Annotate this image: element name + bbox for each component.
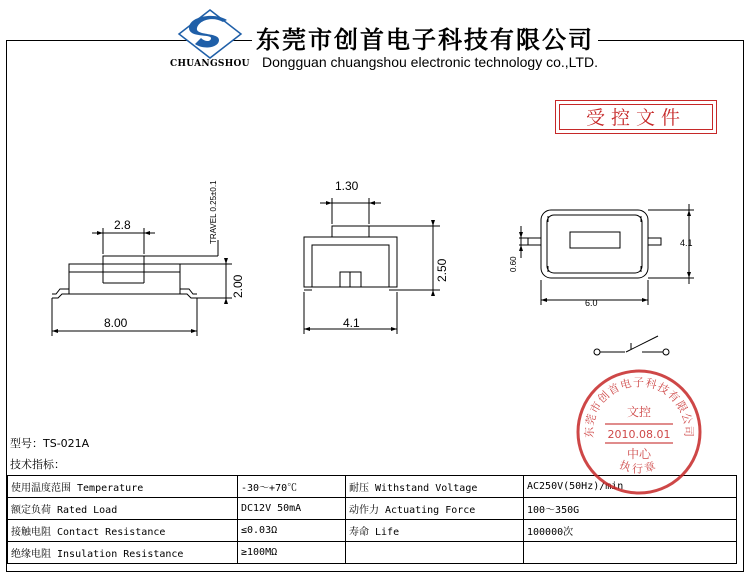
top-length-label: 6.0 — [585, 298, 598, 308]
spec-cell: ≥100MΩ — [238, 542, 346, 564]
spec-cell — [346, 542, 524, 564]
spec-cell: DC12V 50mA — [238, 498, 346, 520]
seal-bottom-text: 执行章 — [617, 458, 661, 476]
spec-cell: 动作力 Actuating Force — [346, 498, 524, 520]
spec-cell: AC250V(50Hz)/min — [524, 476, 737, 498]
spec-cell: 寿命 Life — [346, 520, 524, 542]
top-width-label: 4.1 — [680, 238, 693, 248]
front-length-label: 8.00 — [104, 316, 128, 330]
spec-cell: 耐压 Withstand Voltage — [346, 476, 524, 498]
spec-cell: 100000次 — [524, 520, 737, 542]
model-number: 型号：TS-021A — [10, 437, 90, 450]
front-button-width-label: 2.8 — [114, 218, 131, 232]
side-height-label: 2.50 — [435, 258, 449, 282]
front-view — [52, 228, 232, 336]
spec-cell: ≤0.03Ω — [238, 520, 346, 542]
lead-width-label: 0.60 — [509, 256, 518, 272]
side-button-width-label: 1.30 — [335, 179, 359, 193]
spec-cell: 100～350G — [524, 498, 737, 520]
spec-cell: -30～+70℃ — [238, 476, 346, 498]
table-row — [8, 542, 737, 564]
seal-center-top: 文控 — [626, 405, 652, 419]
switch-symbol — [594, 336, 669, 355]
side-view — [304, 198, 440, 334]
top-view — [519, 204, 694, 305]
front-height-label: 2.00 — [231, 274, 245, 298]
document-control-seal — [575, 368, 703, 496]
seal-top-text: 东莞市创首电子科技有限公司 — [582, 376, 696, 438]
travel-label: TRAVEL 0.25±0.1 — [209, 180, 218, 244]
table-row — [8, 520, 737, 542]
spec-cell: 额定负荷 Rated Load — [8, 498, 238, 520]
spec-cell — [524, 542, 737, 564]
side-width-label: 4.1 — [343, 316, 360, 330]
seal-date: 2010.08.01 — [607, 428, 671, 441]
spec-cell: 使用温度范围 Temperature — [8, 476, 238, 498]
seal-center-bottom: 中心 — [626, 447, 652, 461]
company-name-cn: 东莞市创首电子科技有限公司 — [252, 20, 598, 55]
spec-cell: 绝缘电阻 Insulation Resistance — [8, 542, 238, 564]
logo-caption: CHUANGSHOU — [170, 59, 250, 69]
company-name-en: Dongguan chuangshou electronic technology co.,LTD. — [258, 54, 602, 70]
table-row — [8, 498, 737, 520]
spec-title: 技术指标： — [10, 458, 65, 471]
controlled-document-label: 受控文件 — [559, 104, 713, 130]
spec-cell: 接触电阻 Contact Resistance — [8, 520, 238, 542]
